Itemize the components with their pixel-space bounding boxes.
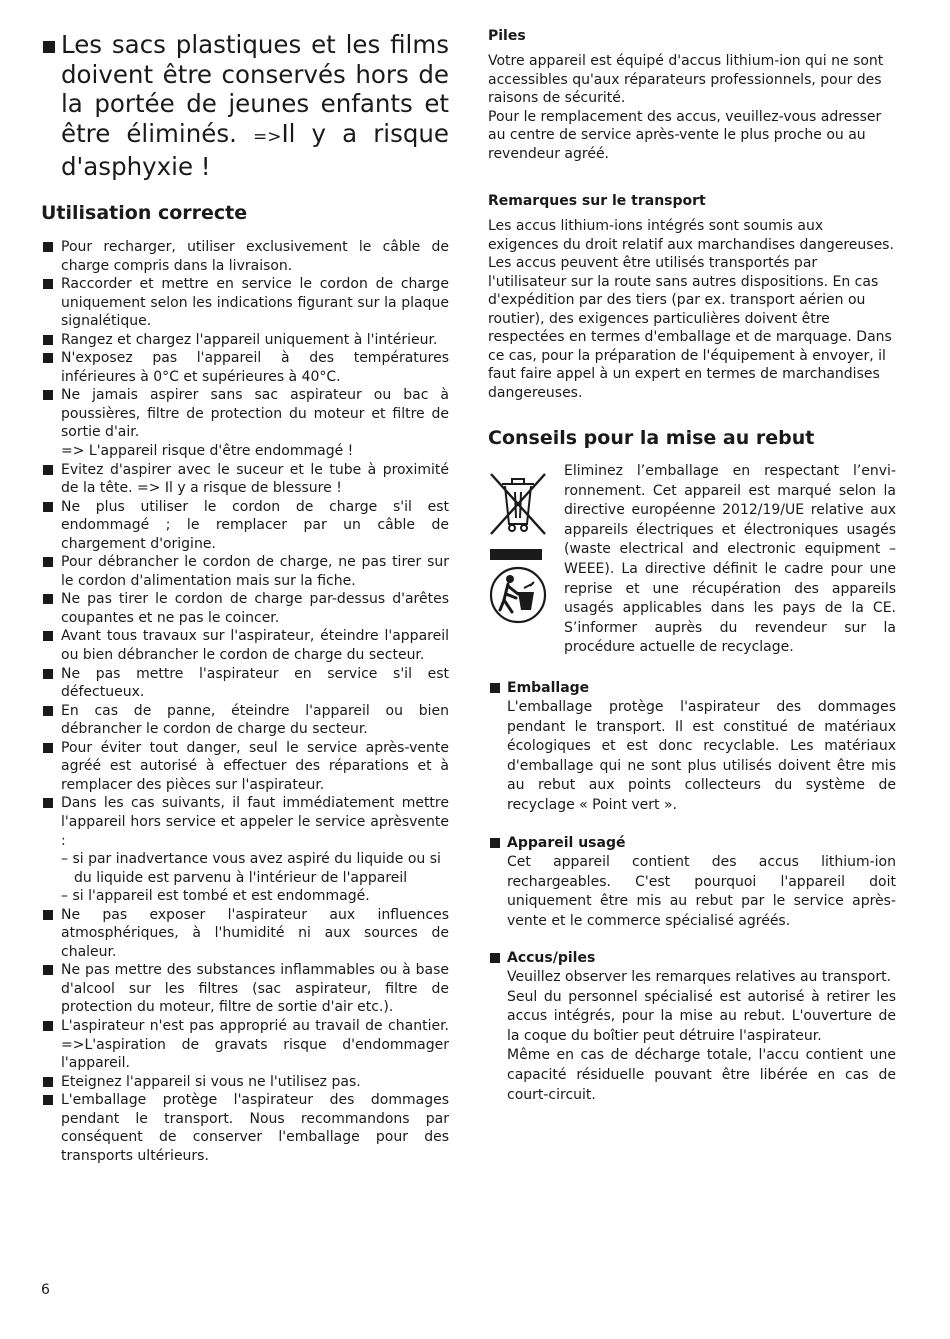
warning-block: [41, 30, 449, 182]
bullet-square: [490, 953, 500, 963]
piles-text: [488, 52, 896, 163]
bullet-square: [43, 390, 53, 400]
bullet-square: [490, 683, 500, 693]
list-item: Ne pas mettre l'aspirateur en service s'il est défectueux.: [41, 665, 449, 702]
list-item: Pour éviter tout danger, seul le service après-vente agréé est autorisé à effectuer des réparations et à remplacer des pièces sur l'aspirateur.: [41, 739, 449, 795]
list-item: Ne pas tirer le cordon de charge par-dessus d'arêtes coupantes et ne pas le coincer.: [41, 590, 449, 627]
disposal-text: Eliminez l’emballage en respectant l’envi-ronnement. Cet appareil est marqué selon la directive européenne 2012/19/UE relative aux appareils électriques et électroniques usagés (waste electrical and electronic equipment – WEEE). La directive définit le cadre pour une reprise et une récupération des appareils usagés applicables dans les pays de la CE. S’informer auprès du revendeur sur la procédure actuelle de recyclage.: [564, 463, 896, 656]
bullet-square: [43, 669, 53, 679]
bullet-square: [43, 743, 53, 753]
used-device-text: Cet appareil contient des accus lithium-ion rechargeables. C'est pourquoi l'appareil doit uniquement être mis au rebut par le service après-vente et le commerce spécialisé agréés.: [507, 854, 896, 929]
list-subline: – si par inadvertance vous avez aspiré du liquide ou si du liquide est parvenu à l'intérieur de l'appareil: [61, 851, 441, 886]
list-item: Ne pas exposer l'aspirateur aux influences atmosphériques, à l'humidité ni aux sources de chaleur.: [41, 906, 449, 962]
list-item: Dans les cas suivants, il faut immédiatement mettre l'appareil hors service et appeler le service aprèsvente : – si par inadvertance vous avez aspiré du liquide ou si du liquide est parvenu à l'intérieur de l'appareil – si l'appareil est tombé et est endommagé.: [41, 794, 449, 905]
bullet-square: [490, 838, 500, 848]
packaging-title: Emballage: [507, 680, 590, 696]
bullet-square: [43, 706, 53, 716]
list-subline: => L'appareil risque d'être endommagé !: [61, 443, 354, 460]
list-item: Ne jamais aspirer sans sac aspirateur ou bac à poussières, filtre de protection du moteur et filtre de sortie d'air. => L'appareil risque d'être endommagé !: [41, 386, 449, 460]
bullet-square: [43, 353, 53, 363]
bullet-square: [43, 631, 53, 641]
list-item: En cas de panne, éteindre l'appareil ou bien débrancher le cordon de charge du secteur.: [41, 702, 449, 739]
usage-list: [41, 238, 449, 1165]
recycling-person-icon: [488, 564, 548, 626]
list-item: L'emballage protège l'aspirateur des dommages pendant le transport. Nous recommandons par conséquent de conserver l'emballage pour des transports ultérieurs.: [41, 1091, 449, 1165]
bullet-square: [43, 910, 53, 920]
list-item: Avant tous travaux sur l'aspirateur, éteindre l'appareil ou bien débrancher le cordon de charge du secteur.: [41, 627, 449, 664]
used-device-section: [488, 834, 896, 931]
batteries-paragraph: Même en cas de décharge totale, l'accu contient une capacité résiduelle pouvant être libérée en cas de court-circuit.: [507, 1047, 896, 1103]
list-item: N'exposez pas l'appareil à des températures inférieures à 0°C et supérieures à 40°C.: [41, 349, 449, 386]
list-item: Raccorder et mettre en service le cordon de charge uniquement selon les indications figurant sur la plaque signalétique.: [41, 275, 449, 331]
list-subline: – si l'appareil est tombé et est endommagé.: [61, 888, 370, 905]
bullet-square: [43, 965, 53, 975]
list-item: Eteignez l'appareil si vous ne l'utilisez pas.: [41, 1073, 449, 1092]
list-item: Rangez et chargez l'appareil uniquement à l'intérieur.: [41, 331, 449, 350]
batteries-paragraph: Seul du personnel spécialisé est autorisé à retirer les accus intégrés, pour la mise au rebut. L'ouverture de la coque du boîtier peut détruire l'aspirateur.: [507, 988, 896, 1044]
transport-text: Les accus lithium-ions intégrés sont soumis aux exigences du droit relatif aux marchandises dangereuses. Les accus peuvent être utilisés transportés par l'utilisateur sur la route sans autres dispositions. En cas d'expédition par des tiers (par ex. transport aérien ou routier), des exigences particulières doivent être respectées en termes d'emballage et de marquage. Dans ce cas, pour la préparation de l'équipement à envoyer, il faut faire appel à un expert en termes de marchandises dangereuses.: [488, 218, 894, 401]
batteries-title: Accus/piles: [507, 950, 596, 966]
page-number: 6: [41, 1282, 50, 1298]
bullet-square: [43, 242, 53, 252]
bullet-square: [43, 594, 53, 604]
batteries-section: [488, 949, 896, 1105]
packaging-section: [488, 679, 896, 816]
list-item: Ne plus utiliser le cordon de charge s'il est endommagé ; le remplacer par un câble de chargement d'origine.: [41, 498, 449, 554]
list-item: L'aspirateur n'est pas approprié au travail de chantier. =>L'aspiration de gravats risque d'endommager l'appareil.: [41, 1017, 449, 1073]
list-item: Pour recharger, utiliser exclusivement le câble de charge compris dans la livraison.: [41, 238, 449, 275]
warning-text: [61, 30, 449, 182]
bullet-square: [43, 502, 53, 512]
piles-paragraph: Votre appareil est équipé d'accus lithium-ion qui ne sont accessibles qu'aux réparateurs professionnels, pour des raisons de sécurité.: [488, 53, 884, 106]
bullet-square: [43, 1095, 53, 1105]
batteries-paragraph: Veuillez observer les remarques relatives au transport.: [507, 969, 892, 985]
disposal-icons: [488, 470, 548, 630]
bullet-square: [43, 41, 55, 53]
list-item: Ne pas mettre des substances inflammables ou à base d'alcool sur les filtres (sac aspirateur, filtre de protection du moteur, filtre de sortie d'air etc.).: [41, 961, 449, 1017]
bullet-square: [43, 279, 53, 289]
piles-title: Piles: [488, 28, 526, 44]
bullet-square: [43, 798, 53, 808]
black-bar: [490, 549, 542, 560]
used-device-title: Appareil usagé: [507, 835, 626, 851]
bullet-square: [43, 465, 53, 475]
bullet-square: [43, 1021, 53, 1031]
batteries-text: [507, 968, 896, 1105]
usage-title: Utilisation correcte: [41, 202, 248, 224]
bullet-square: [43, 1077, 53, 1087]
packaging-text: L'emballage protège l'aspirateur des dommages pendant le transport. Il est constitué de matériaux écologiques et est donc recyclable. Les matériaux d'emballage qui ne sont plus utilisés doivent être mis au rebut aux points collecteurs du système de recyclage « Point vert ».: [507, 699, 896, 813]
list-item: Pour débrancher le cordon de charge, ne pas tirer sur le cordon d'alimentation mais sur la fiche.: [41, 553, 449, 590]
bullet-square: [43, 335, 53, 345]
warning-arrow: =>: [252, 126, 282, 147]
disposal-title: Conseils pour la mise au rebut: [488, 427, 815, 449]
transport-title: Remarques sur le transport: [488, 193, 706, 209]
bullet-square: [43, 557, 53, 567]
warning-risk: Il y a risque d'asphyxie !: [61, 118, 449, 181]
crossed-bin-icon: [488, 470, 548, 538]
piles-paragraph: Pour le remplacement des accus, veuillez-vous adresser au centre de service après-vente le plus proche ou au revendeur agréé.: [488, 108, 882, 162]
warning-main: Les sacs plastiques et les films doivent être conservés hors de la portée de jeunes enfants et être éliminés.: [61, 30, 449, 148]
list-item: Evitez d'aspirer avec le suceur et le tube à proximité de la tête. => Il y a risque de blessure !: [41, 461, 449, 498]
